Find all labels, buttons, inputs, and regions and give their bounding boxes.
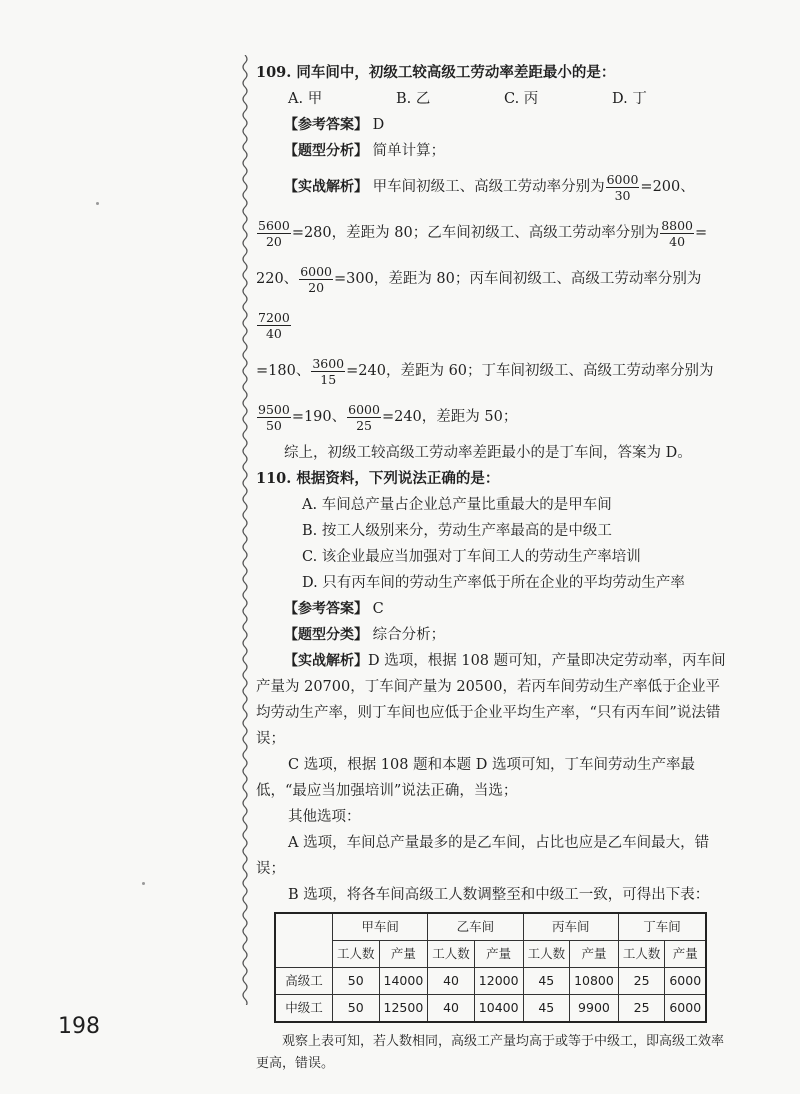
scan-speck [142,882,145,885]
q109-type-line [256,138,726,164]
numerator: 8800 [661,217,694,233]
numerator: 5600 [258,217,290,233]
analysis-text: =240，差距为 50； [381,409,518,425]
question-110-title: 110. 根据资料，下列说法正确的是： [256,470,500,487]
sub-header: 产量 [570,941,619,968]
q110-analysis-p3: 其他选项： [288,809,361,825]
table-cell: 9900 [570,995,619,1023]
sub-header: 产量 [474,941,523,968]
denominator: 40 [265,325,282,341]
table-cell: 40 [428,968,475,995]
numerator: 3600 [312,355,345,371]
table-cell: 6000 [665,968,706,995]
analysis-tag: 【实战解析】 [284,179,368,195]
sub-header: 产量 [665,941,706,968]
table-subheader-row [275,941,706,968]
page-content [256,60,726,1075]
answer-value: C [372,601,384,617]
denominator: 15 [320,371,337,387]
numerator: 6000 [300,263,332,279]
analysis-text: 220、 [256,271,299,287]
analysis-text: = [695,225,708,241]
numerator: 6000 [606,171,639,187]
table-note: 观察上表可知，若人数相同，高级工产量均高于或等于中级工，即高级工效率更高，错误。 [256,1034,725,1071]
fraction [299,264,333,295]
question-109-choices [256,86,726,112]
fraction [660,218,694,249]
option-b: B. 按工人级别来分，劳动生产率最高的是中级工 [302,523,612,539]
answer-tag: 【参考答案】 [284,601,368,617]
q110-analysis-p1 [256,648,726,752]
page-number: 198 [58,1014,100,1039]
q110-answer-line [256,596,726,622]
type-value: 简单计算； [372,143,446,159]
question-109-title: 109. 同车间中，初级工较高级工劳动率差距最小的是： [256,64,616,81]
workshop-header: 乙车间 [428,913,523,941]
q110-analysis-p2: C 选项，根据 108 题和本题 D 选项可知，丁车间劳动生产率最低，“最应当加强培训”说法正确，当选； [256,757,695,799]
fraction [257,310,291,341]
denominator: 50 [265,417,282,433]
row-label: 高级工 [275,968,333,995]
table-cell: 6000 [665,995,706,1023]
q109-analysis-line-5 [256,394,726,440]
numerator: 7200 [258,309,290,325]
sub-header: 工人数 [428,941,475,968]
row-label: 中级工 [275,995,333,1023]
type-tag: 【题型分类】 [284,627,368,643]
denominator: 40 [669,233,686,249]
choice-b: B. 乙 [396,91,431,107]
analysis-text: =180、 [256,363,311,379]
type-tag: 【题型分析】 [284,143,368,159]
q109-analysis-line-1 [256,164,726,210]
analysis-text: =200、 [640,179,695,195]
fraction [257,402,291,433]
answer-tag: 【参考答案】 [284,117,368,133]
q110-analysis-p5: B 选项，将各车间高级工人数调整至和中级工一致，可得出下表： [288,887,710,903]
sub-header: 产量 [379,941,428,968]
sub-header: 工人数 [523,941,570,968]
q109-summary: 综上，初级工较高级工劳动率差距最小的是丁车间，答案为 D。 [284,445,692,461]
workshop-header: 丁车间 [618,913,706,941]
analysis-text: =190、 [291,409,347,425]
table-row [275,995,706,1023]
table-cell: 25 [618,995,665,1023]
q109-analysis-line-3 [256,256,726,348]
workshop-header: 丙车间 [523,913,618,941]
table-header-row [275,913,706,941]
analysis-text: =280，差距为 80；乙车间初级工、高级工劳动率分别为 [291,225,660,241]
table-cell: 45 [523,968,570,995]
analysis-text: 甲车间初级工、高级工劳动率分别为 [372,179,605,195]
choice-c: C. 丙 [504,91,539,107]
choice-d: D. 丁 [612,91,647,107]
table-cell: 45 [523,995,570,1023]
q110-analysis-p4: A 选项，车间总产量最多的是乙车间，占比也应是乙车间最大，错误； [256,835,710,877]
q110-type-line [256,622,726,648]
workshop-header: 甲车间 [333,913,428,941]
denominator: 20 [308,279,325,295]
q109-analysis-line-2 [256,210,726,256]
choice-a: A. 甲 [288,91,323,107]
table-cell: 10400 [474,995,523,1023]
table-row [275,968,706,995]
denominator: 30 [614,187,631,203]
q109-analysis-line-4 [256,348,726,394]
analysis-text: =300，差距为 80；丙车间初级工、高级工劳动率分别为 [334,271,702,287]
fraction [257,218,291,249]
scan-speck [96,202,99,205]
table-cell: 25 [618,968,665,995]
type-value: 综合分析； [372,627,446,643]
fraction [606,172,640,203]
sub-header: 工人数 [333,941,380,968]
option-c: C. 该企业最应当加强对丁车间工人的劳动生产率培训 [302,549,641,565]
denominator: 20 [265,233,282,249]
fraction [347,402,381,433]
table-cell: 12500 [379,995,428,1023]
comparison-table [274,912,707,1023]
table-cell: 12000 [474,968,523,995]
table-cell: 40 [428,995,475,1023]
table-cell: 10800 [570,968,619,995]
fraction [311,356,345,387]
sub-header: 工人数 [618,941,665,968]
table-corner-cell [275,913,333,968]
q109-answer-line [256,112,726,138]
analysis-tag: 【实战解析】 [284,653,368,669]
answer-value: D [372,117,385,133]
table-cell: 50 [333,968,380,995]
numerator: 6000 [348,401,380,417]
option-d: D. 只有丙车间的劳动生产率低于所在企业的平均劳动生产率 [302,575,685,591]
table-cell: 50 [333,995,380,1023]
analysis-text: =240，差距为 60；丁车间初级工、高级工劳动率分别为 [346,363,714,379]
table-cell: 14000 [379,968,428,995]
denominator: 25 [356,417,372,433]
option-a: A. 车间总产量占企业总产量比重最大的是甲车间 [302,497,612,513]
analysis-text: D 选项，根据 108 题可知，产量即决定劳动率，丙车间产量为 20700，丁车间产量为 20500，若丙车间劳动生产率低于企业平均劳动生产率，则丁车间也应低于企业平均生产率，“只有丙车间”说法错误； [256,653,726,747]
margin-wavy-rule [238,55,252,1005]
numerator: 9500 [258,401,290,417]
